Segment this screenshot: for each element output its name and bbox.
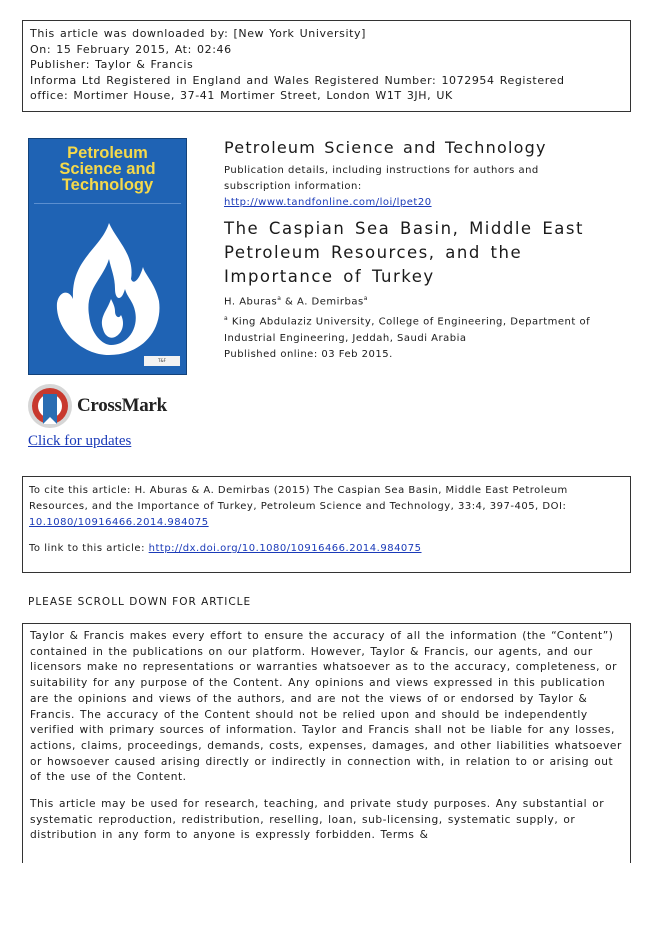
terms-paragraph: This article may be used for research, teaching, and private study purposes. Any substantial or systematic reproduction, redistribution, reselling, loan, sub-licensing, systematic supply, or distribution in any form to anyone is expressly forbidden. Terms & xyxy=(30,798,605,842)
cover-publisher-logo: T&F xyxy=(144,356,180,366)
office-address: office: Mortimer House, 37-41 Mortimer Street, London W1T 3JH, UK xyxy=(30,89,453,102)
authors: H. Aburas$^a$ & A. Demirbas$^a$ xyxy=(224,295,368,308)
registration-info: Informa Ltd Registered in England and Wales Registered Number: 1072954 Registered xyxy=(30,73,565,87)
journal-url-link[interactable]: http://www.tandfonline.com/loi/lpet20 xyxy=(224,197,432,208)
affiliation: $^a$ King Abdulaziz University, College of Engineering, Department of Industrial Engineering, Jeddah, Saudi Arabia Published online: 03 Feb 2015. xyxy=(224,311,624,362)
crossmark-icon xyxy=(27,383,73,429)
author-2[interactable]: A. Demirbas xyxy=(297,296,364,308)
click-for-updates-link[interactable]: Click for updates xyxy=(28,433,132,449)
publication-details: Publication details, including instructions for authors and subscription information: http://www.tandfonline.com/loi/lpet20 xyxy=(224,165,539,208)
doi-link[interactable]: 10.1080/10916466.2014.984075 xyxy=(29,517,209,528)
citation-box xyxy=(22,476,631,573)
journal-title: Petroleum Science and Technology xyxy=(224,138,547,157)
publisher: Publisher: Taylor & Francis xyxy=(30,58,194,71)
article-header xyxy=(224,138,624,363)
published-date: Published online: 03 Feb 2015. xyxy=(224,348,393,360)
citation-line-1: To cite this article: H. Aburas & A. Demirbas (2015) The Caspian Sea Basin, Middle East Petroleum xyxy=(29,485,568,496)
author-1[interactable]: H. Aburas xyxy=(224,296,278,308)
download-info-box xyxy=(22,20,631,112)
journal-cover-image[interactable] xyxy=(28,138,187,375)
link-label: To link to this article: xyxy=(29,543,149,554)
disclaimer-box xyxy=(22,623,631,863)
crossmark-label: CrossMark xyxy=(77,395,167,416)
flame-icon xyxy=(51,219,166,359)
download-date: On: 15 February 2015, At: 02:46 xyxy=(30,42,232,56)
disclaimer-paragraph: Taylor & Francis makes every effort to ensure the accuracy of all the information (the “Content”) contained in the publications on our platform. However, Taylor & Francis, our agents, and our licensors make no representations or warranties whatsoever as to the accuracy, completeness, or suitability for any purpose of the Content. Any opinions and views expressed in this publication are the opinions and views of the authors, and are not the views of or endorsed by Taylor & Francis. The accuracy of the Content should not be relied upon and should be independently verified with primary sources of information. Taylor and Francis shall not be liable for any losses, actions, claims, proceedings, demands, costs, expenses, damages, and other liabilities whatsoever or howsoever caused arising directly or indirectly in connection with, in relation to or arising out of the use of the Content. xyxy=(30,630,622,784)
download-source: This article was downloaded by: [New York University] xyxy=(30,27,367,40)
cover-title: Petroleum Science and Technology xyxy=(59,144,156,194)
cover-volume-strip xyxy=(34,203,181,208)
crossmark-badge[interactable] xyxy=(27,383,167,429)
article-url-link[interactable]: http://dx.doi.org/10.1080/10916466.2014.984075 xyxy=(148,543,422,554)
scroll-notice: PLEASE SCROLL DOWN FOR ARTICLE xyxy=(28,596,252,608)
article-title: The Caspian Sea Basin, Middle East Petroleum Resources, and the Importance of Turkey xyxy=(224,219,584,286)
citation-line-2: Resources, and the Importance of Turkey, Petroleum Science and Technology, 33:4, 397-405, DOI: xyxy=(29,501,567,512)
